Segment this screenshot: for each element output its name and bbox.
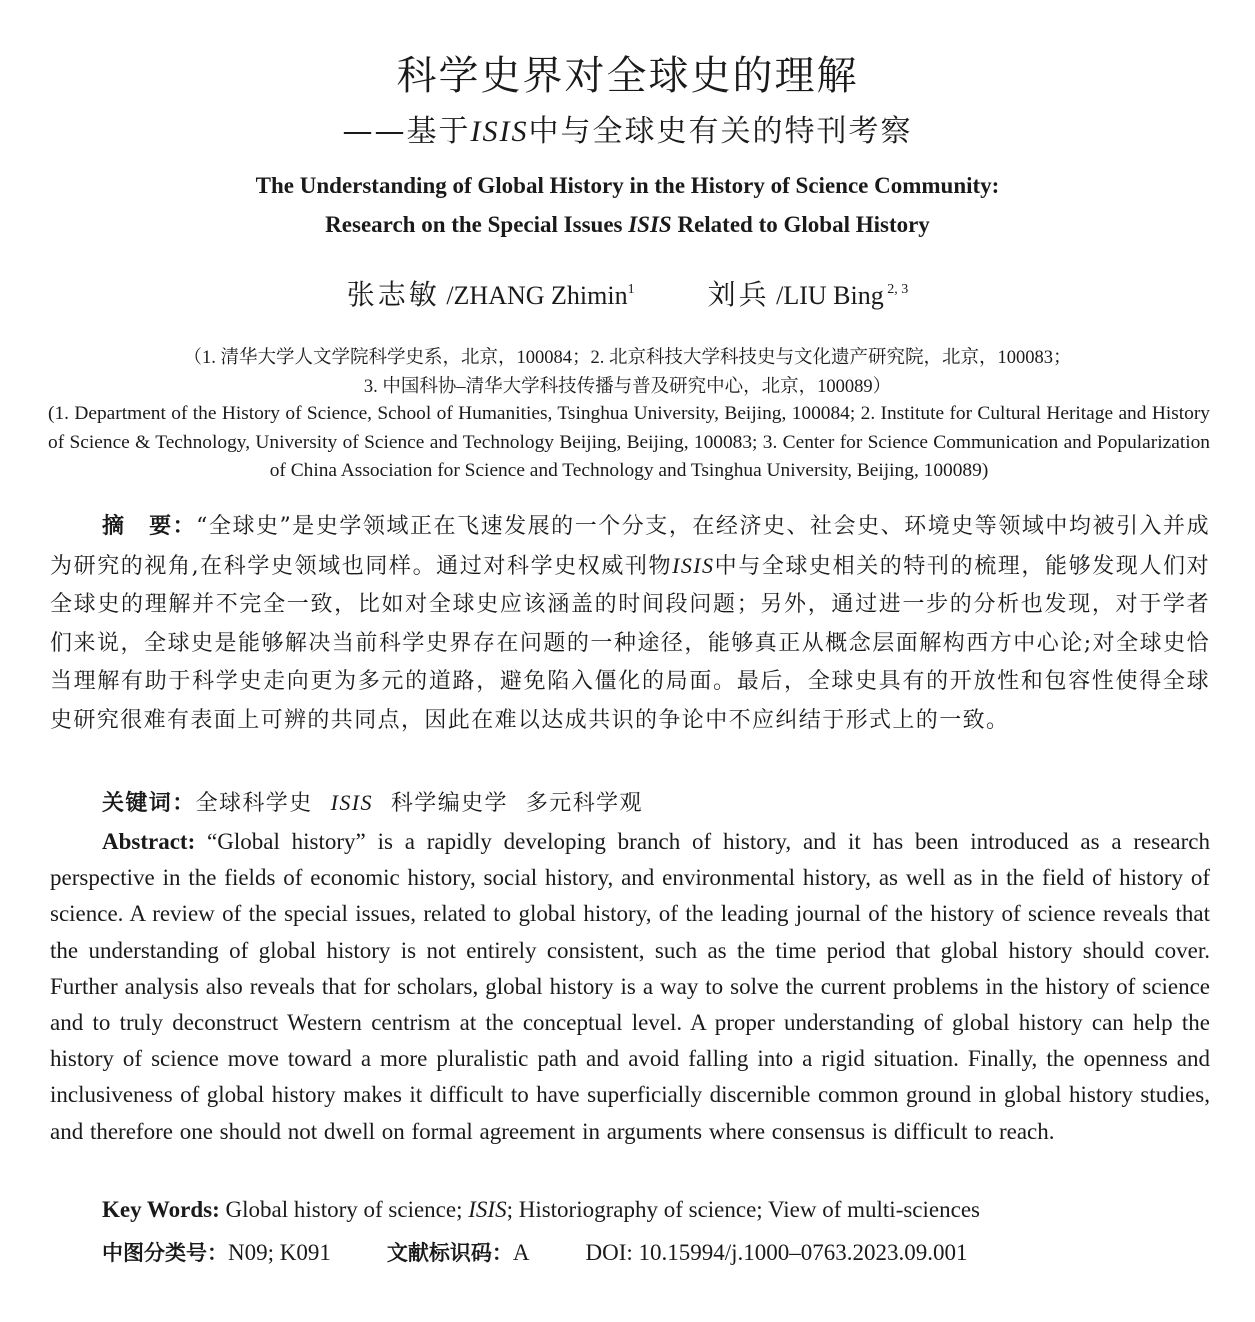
clc-label: 中图分类号： <box>102 1241 228 1265</box>
classification-row <box>102 1234 1202 1272</box>
doi: DOI: 10.15994/j.1000–0763.2023.09.001 <box>585 1240 968 1265</box>
author-1-name-zh: 张志敏 <box>346 278 440 311</box>
subtitle-suffix: 中与全球史有关的特刊考察 <box>528 114 913 149</box>
keywords-zh <box>50 784 1255 823</box>
title-en <box>0 166 1255 244</box>
keyword-en-3: ; Historiography of science; View of multi-sciences <box>506 1197 980 1222</box>
keyword-en-1: Global history of science; <box>219 1197 469 1222</box>
author-2-affil-sup: 2, 3 <box>883 282 909 297</box>
affiliations-zh-line2: 3. 中国科协–清华大学科技传播与普及研究中心，北京，100089） <box>363 377 892 397</box>
author-2-name-zh: 刘兵 <box>707 278 770 311</box>
doc-code-value: A <box>512 1240 530 1265</box>
abstract-en-label: Abstract: <box>102 829 196 854</box>
abstract-en-text: “Global history” is a rapidly developing branch of history, and it has been introduced as a research perspective in the fields of economic history, social history, and environmental history, as well as in the field of history of science. A review of the special issues, related to global history, of the leading journal of the history of science reveals that the understanding of global history is not entirely consistent, such as the time period that global history should cover. Further analysis also reveals that for scholars, global history is a way to solve the current problems in the history of science and to truly deconstruct Western centrism at the conceptual level. A proper understanding of global history can help the history of science move toward a more pluralistic path and avoid falling into a rigid situation. Finally, the openness and inclusiveness of global history makes it difficult to have superficially discernible common ground in global history studies, and therefore one should not dwell on formal agreement in arguments where consensus is difficult to reach. <box>50 829 1210 1144</box>
affiliations-zh-line1: （1. 清华大学人文学院科学史系，北京，100084；2. 北京科技大学科技史与文化遗产研究院，北京，100083； <box>183 348 1072 368</box>
keywords-zh-label: 关键词： <box>102 790 196 816</box>
keyword-zh-1: 全球科学史 <box>195 791 313 816</box>
author-list <box>0 268 1255 318</box>
affiliations-en: (1. Department of the History of Science, School of Humanities, Tsinghua University, Beijing, 100084; 2. Institute for Cultural Heritage and History of Science & Technology, University of Science and Technology Beijing, Beijing, 100083; 3. Center for Science Communication and Popularization of China Association for Science and Technology and Tsinghua University, Beijing, 100089) <box>48 403 1210 481</box>
title-en-line2 <box>0 205 1255 244</box>
keyword-en-2: ISIS <box>468 1197 507 1222</box>
keyword-zh-2: ISIS <box>330 790 373 815</box>
keyword-zh-4: 多元科学观 <box>525 791 643 816</box>
subtitle-zh <box>0 110 1255 154</box>
abstract-en <box>50 824 1210 1150</box>
author-1-name-en: /ZHANG Zhimin <box>446 281 628 310</box>
author-1-affil-sup: 1 <box>627 282 635 297</box>
title-en-journal: ISIS <box>628 212 672 237</box>
keywords-en <box>50 1192 1255 1228</box>
affiliations-zh <box>40 344 1215 402</box>
subtitle-journal: ISIS <box>470 115 529 148</box>
title-en-line1: The Understanding of Global History in the History of Science Community: <box>255 173 1000 198</box>
title-zh: 科学史界对全球史的理解 <box>396 53 859 99</box>
keywords-en-label: Key Words: <box>102 1197 220 1222</box>
doc-code-label: 文献标识码： <box>386 1241 513 1265</box>
title-en-line2-suffix: Related to Global History <box>671 212 930 237</box>
abstract-zh-text-1: “全球史”是史学领域正在飞速发展的一个分支，在经济史、社会史、环境史等领域中均被引入并成为研究的视角,在科学史领域也同样。通过对科学史权威刊物 <box>50 514 1210 579</box>
author-2-name-en: /LIU Bing <box>776 281 884 310</box>
title-en-line2-prefix: Research on the Special Issues <box>325 212 629 237</box>
abstract-zh-label: 摘 要： <box>102 513 197 539</box>
keyword-zh-3: 科学编史学 <box>390 791 508 816</box>
abstract-zh-journal: ISIS <box>672 552 715 578</box>
abstract-zh <box>50 507 1210 740</box>
clc-value: N09; K091 <box>228 1240 331 1265</box>
abstract-zh-text-2: 中与全球史相关的特刊的梳理，能够发现人们对全球史的理解并不完全一致，比如对全球史应该涵盖的时间段问题；另外，通过进一步的分析也发现，对于学者们来说，全球史是能够解决当前科学史界存在问题的一种途径，能够真正从概念层面解构西方中心论;对全球史恰当理解有助于科学史走向更为多元的道路，避免陷入僵化的局面。最后，全球史具有的开放性和包容性使得全球史研究很难有表面上可辨的共同点，因此在难以达成共识的争论中不应纠结于形式上的一致。 <box>50 553 1210 733</box>
subtitle-prefix: ——基于 <box>342 114 471 149</box>
